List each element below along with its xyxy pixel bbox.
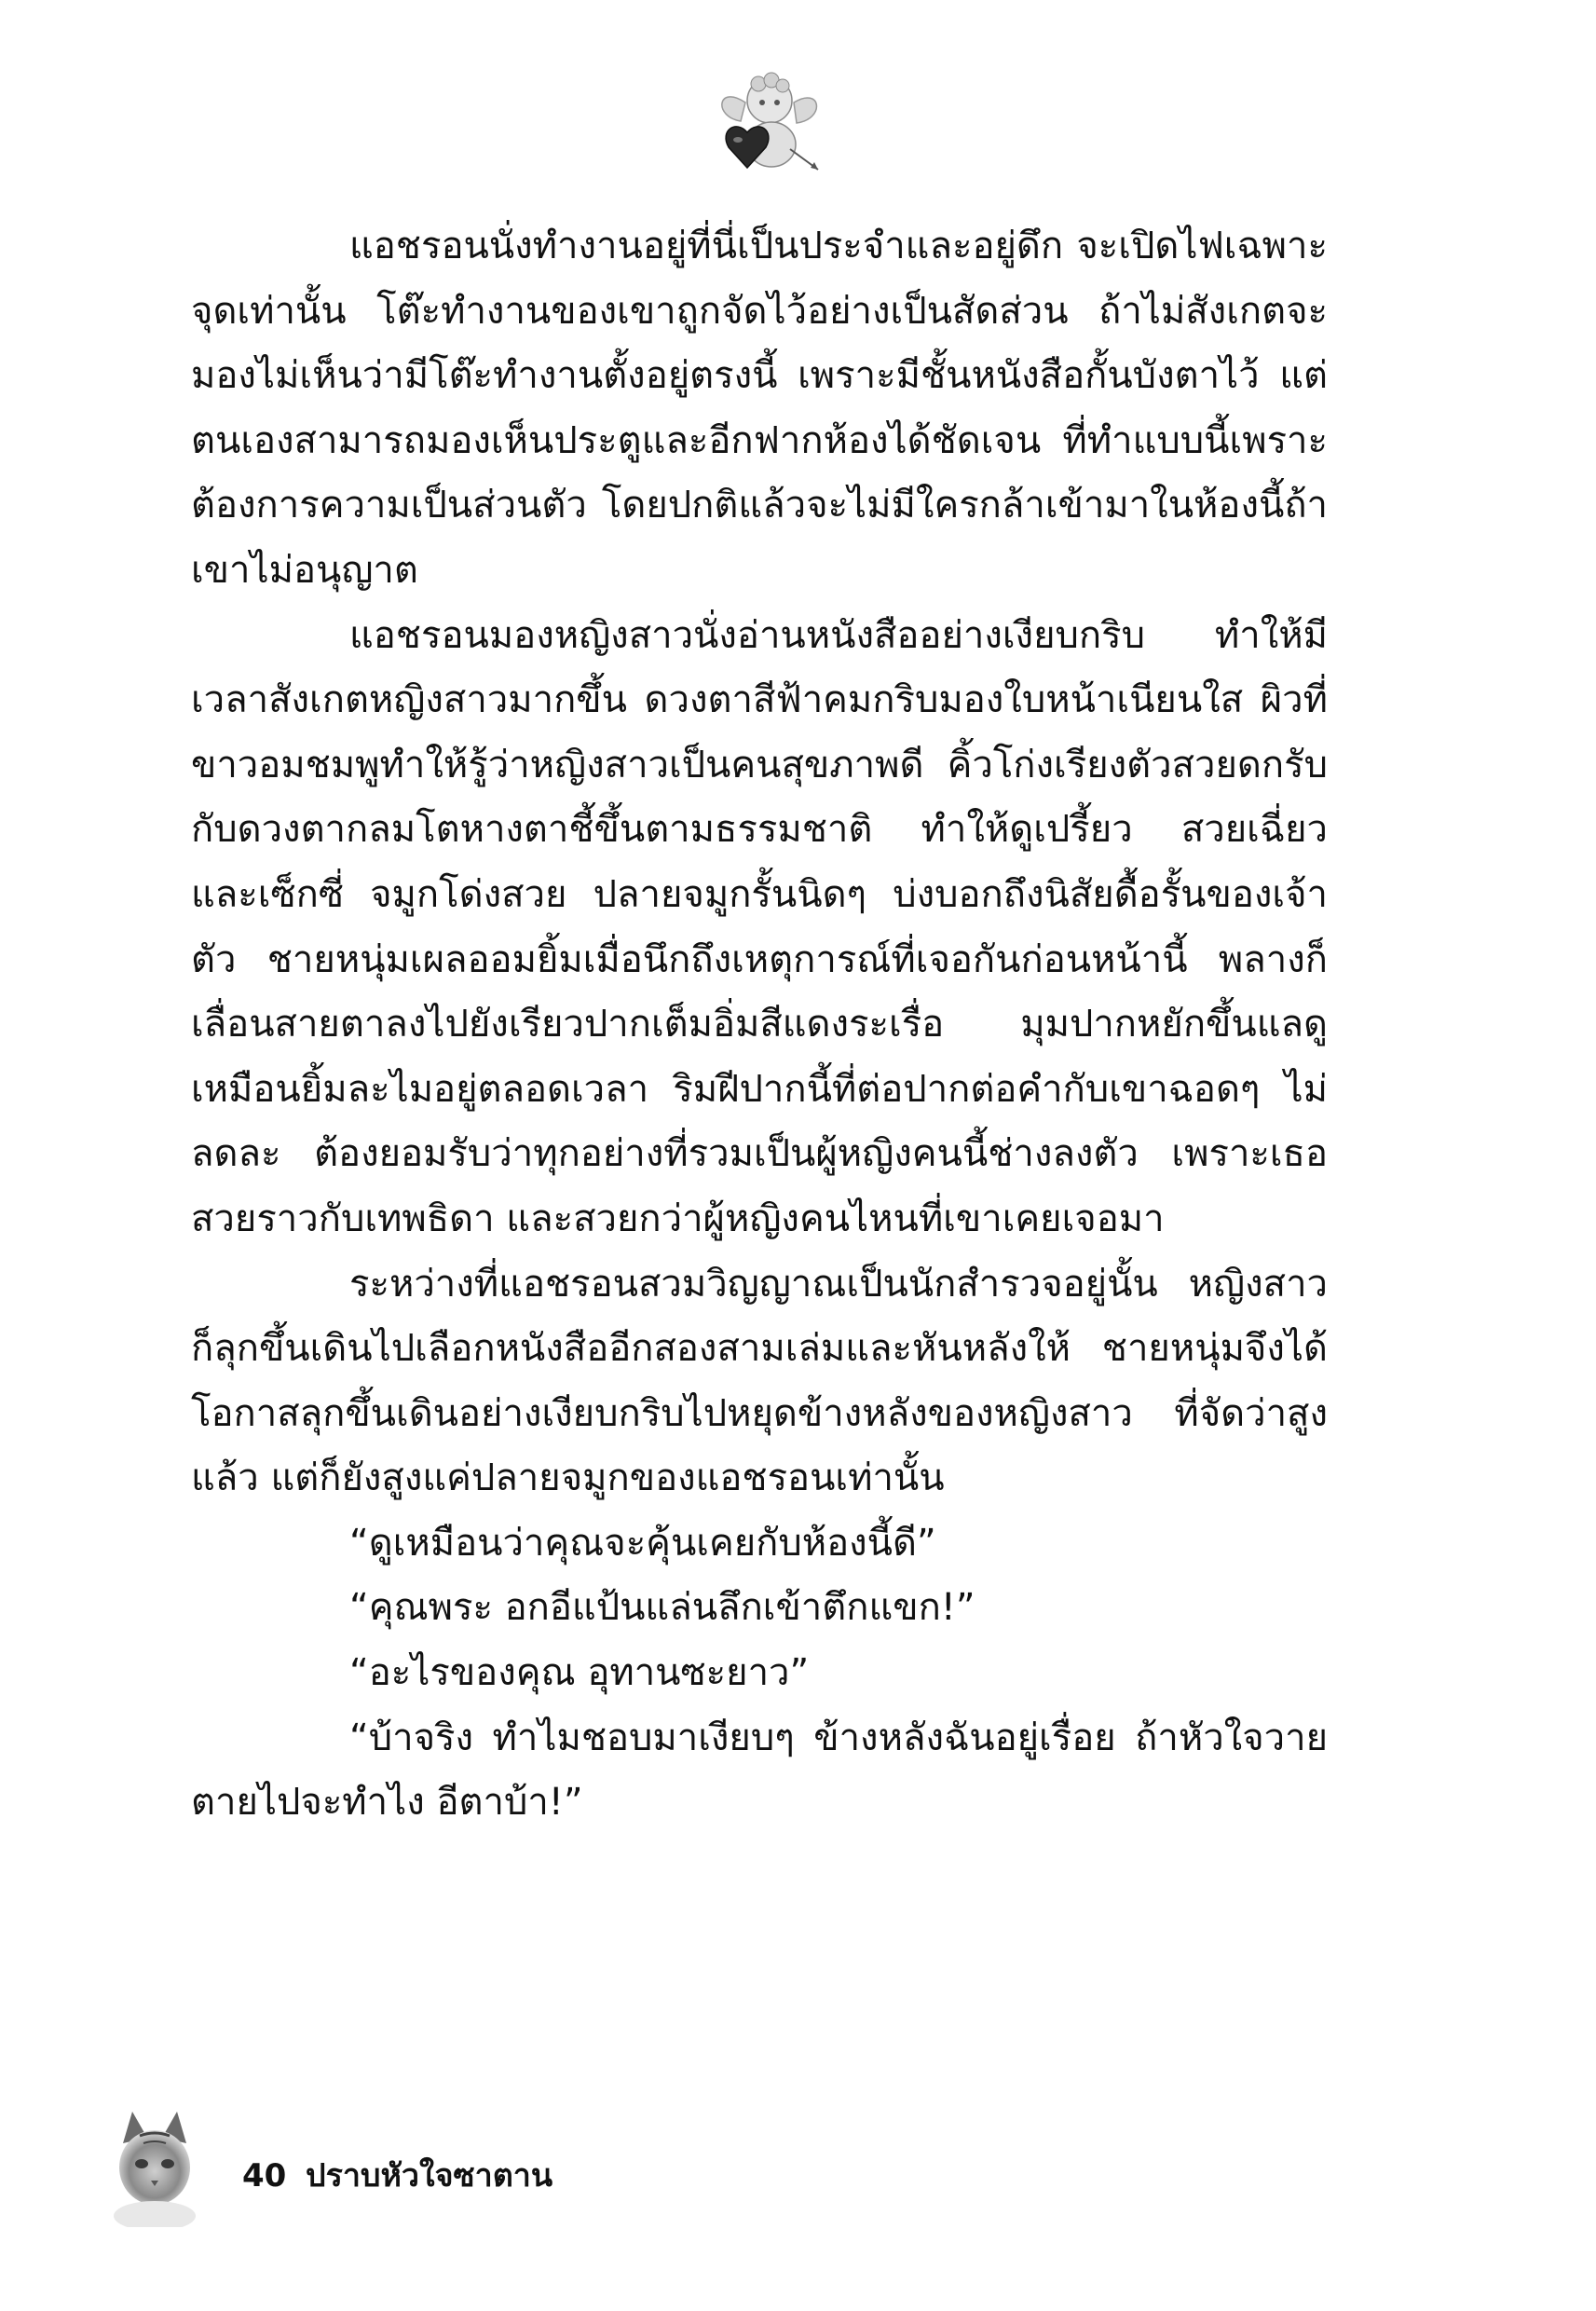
page-footer <box>112 2106 671 2236</box>
book-title: ปราบหัวใจซาตาน <box>306 2157 553 2195</box>
page-body <box>191 214 1328 1836</box>
dialogue-line: “ดูเหมือนว่าคุณจะคุ้นเคยกับห้องนี้ดี” <box>349 1521 936 1565</box>
paragraph: “บ้าจริง ทำไมชอบมาเงียบๆ ข้างหลังฉันอยู่เรื่อย ถ้าหัวใจวายตายไปจะทำไง อีตาบ้า!” <box>191 1716 1328 1825</box>
cat-photo-icon <box>112 2106 198 2227</box>
dialogue-line: “อะไรของคุณ อุทานซะยาว” <box>349 1651 810 1695</box>
paragraph: แอชรอนมองหญิงสาวนั่งอ่านหนังสืออย่างเงียบกริบ ทำให้มีเวลาสังเกตหญิงสาวมากขึ้น ดวงตาสีฟ้าคมกริบมองใบหน้าเนียนใส ผิวที่ขาวอมชมพูทำให้รู้ว่าหญิงสาวเป็นคนสุขภาพดี คิ้วโก่งเรียงตัวสวยดกรับกับดวงตากลมโตหางตาชี้ขึ้นตามธรรมชาติ ทำให้ดูเปรี้ยว สวยเฉี่ยว และเซ็กซี่ จมูกโด่งสวย ปลายจมูกรั้นนิดๆ บ่งบอกถึงนิสัยดื้อรั้นของเจ้าตัว ชายหนุ่มเผลออมยิ้มเมื่อนึกถึงเหตุการณ์ที่เจอกันก่อนหน้านี้ พลางก็เลื่อนสายตาลงไปยังเรียวปากเต็มอิ่มสีแดงระเรื่อ มุมปากหยักขึ้นแลดูเหมือนยิ้มละไมอยู่ตลอดเวลา ริมฝีปากนี้ที่ต่อปากต่อคำกับเขาฉอดๆ ไม่ลดละ ต้องยอมรับว่าทุกอย่างที่รวมเป็นผู้หญิงคนนี้ช่างลงตัว เพราะเธอสวยราวกับเทพธิดา และสวยกว่าผู้หญิงคนไหนที่เขาเคยเจอมา <box>191 613 1328 1240</box>
dialogue-line: “คุณพระ อกอีแป้นแล่นลึกเข้าตึกแขก!” <box>349 1586 975 1630</box>
paragraph: แอชรอนนั่งทำงานอยู่ที่นี่เป็นประจำและอยู่ดึก จะเปิดไฟเฉพาะจุดเท่านั้น โต๊ะทำงานของเขาถูกจัดไว้อย่างเป็นสัดส่วน ถ้าไม่สังเกตจะมองไม่เห็นว่ามีโต๊ะทำงานตั้งอยู่ตรงนี้ เพราะมีชั้นหนังสือกั้นบังตาไว้ แต่ตนเองสามารถมองเห็นประตูและอีกฟากห้องได้ชัดเจน ที่ทำแบบนี้เพราะต้องการความเป็นส่วนตัว โดยปกติแล้วจะไม่มีใครกล้าเข้ามาในห้องนี้ถ้าเขาไม่อนุญาต <box>191 225 1328 592</box>
paragraph: ระหว่างที่แอชรอนสวมวิญญาณเป็นนักสำรวจอยู่นั้น หญิงสาวก็ลุกขึ้นเดินไปเลือกหนังสืออีกสองสามเล่มและหันหลังให้ ชายหนุ่มจึงได้โอกาสลุกขึ้นเดินอย่างเงียบกริบไปหยุดข้างหลังของหญิงสาว ที่จัดว่าสูงแล้ว แต่ก็ยังสูงแค่ปลายจมูกของแอชรอนเท่านั้น <box>191 1262 1328 1500</box>
cupid-heart-icon <box>708 65 829 186</box>
page-number: 40 <box>242 2157 287 2195</box>
